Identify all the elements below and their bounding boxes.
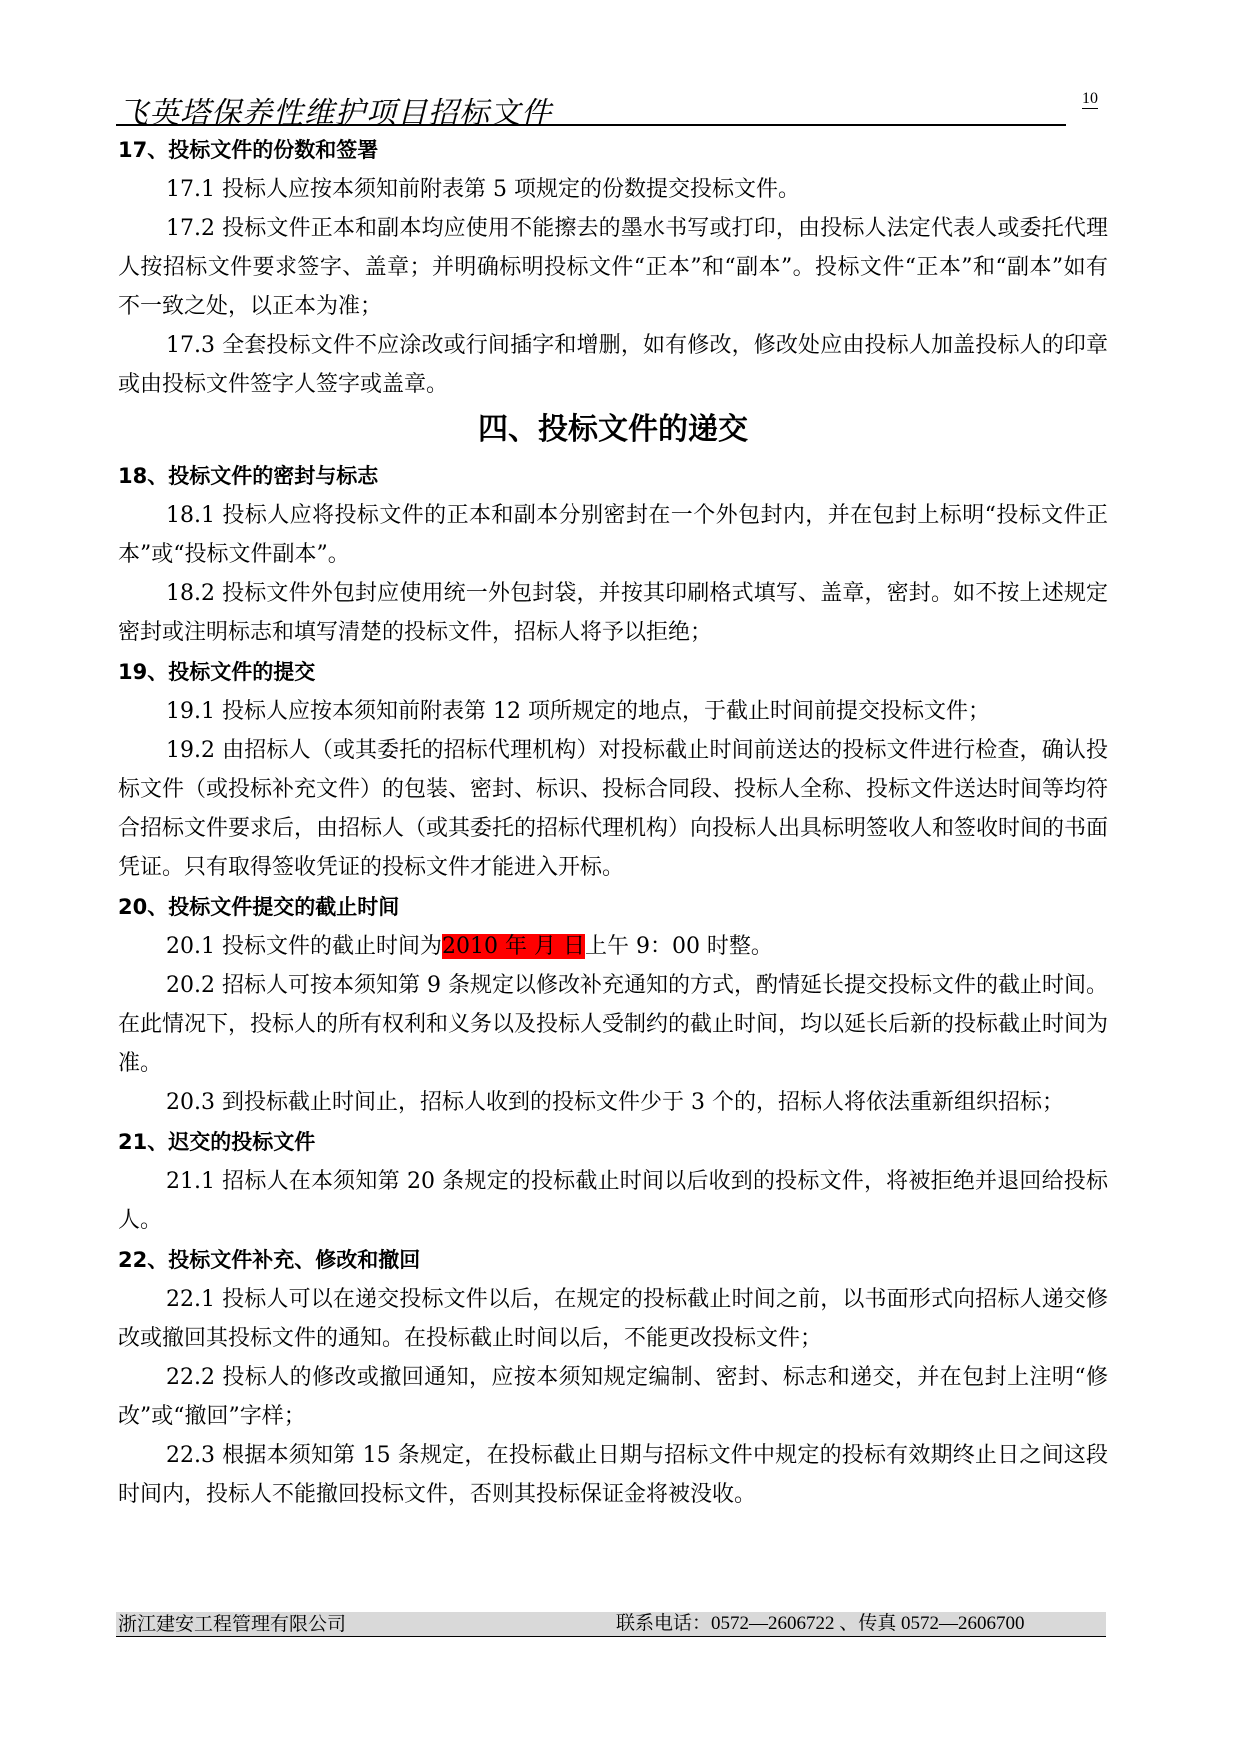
footer-company: 浙江建安工程管理有限公司 [118, 1613, 347, 1635]
paragraph-18-2 [118, 574, 1108, 652]
paragraph-17-3 [118, 326, 1108, 404]
paragraph-21-1-text: 21.1 招标人在本须知第 20 条规定的投标截止时间以后收到的投标文件，将被拒绝并退回给投标人。 [118, 1169, 1108, 1233]
page-footer [116, 1612, 1106, 1637]
paragraph-22-1-text: 22.1 投标人可以在递交投标文件以后，在规定的投标截止时间之前，以书面形式向招标人递交修改或撤回其投标文件的通知。在投标截止时间以后，不能更改投标文件； [118, 1287, 1108, 1351]
section-22-heading: 22、投标文件补充、修改和撤回 [118, 1248, 421, 1272]
paragraph-22-1 [118, 1280, 1108, 1358]
header-title: 飞英塔保养性维护项目招标文件 [118, 96, 552, 131]
paragraph-19-2-text: 19.2 由招标人（或其委托的招标代理机构）对投标截止时间前送达的投标文件进行检查，确认投标文件（或投标补充文件）的包装、密封、标识、投标合同段、投标人全称、投标文件送达时间等均符合招标文件要求后，由招标人（或其委托的招标代理机构）向投标人出具标明签收人和签收时间的书面凭证。只有取得签收凭证的投标文件才能进入开标。 [118, 738, 1109, 880]
paragraph-19-1-text: 19.1 投标人应按本须知前附表第 12 项所规定的地点，于截止时间前提交投标文件； [166, 699, 990, 724]
paragraph-22-3 [118, 1436, 1108, 1514]
paragraph-21-1 [118, 1162, 1108, 1240]
paragraph-20-1 [118, 927, 1108, 966]
section-4-title: 四、投标文件的递交 [478, 412, 748, 447]
paragraph-18-1 [118, 496, 1108, 574]
header-rule [116, 124, 1066, 126]
paragraph-20-3 [118, 1083, 1108, 1122]
deadline-suffix: 上午 9：00 时整。 [584, 934, 773, 959]
footer-contact: 联系电话：0572—2606722 、传真 0572—2606700 [616, 1613, 1025, 1634]
paragraph-17-2 [118, 209, 1108, 326]
paragraph-22-3-text: 22.3 根据本须知第 15 条规定，在投标截止日期与招标文件中规定的投标有效期终止日之间这段时间内，投标人不能撤回投标文件，否则其投标保证金将被没收。 [118, 1443, 1108, 1507]
section-18-heading: 18、投标文件的密封与标志 [118, 464, 379, 488]
paragraph-19-1 [118, 692, 1108, 731]
section-19-heading: 19、投标文件的提交 [118, 660, 316, 684]
paragraph-17-1 [118, 170, 1108, 209]
deadline-prefix: 20.1 投标文件的截止时间为 [166, 934, 442, 959]
section-21-heading: 21、迟交的投标文件 [118, 1130, 316, 1154]
paragraph-22-2-text: 22.2 投标人的修改或撤回通知，应按本须知规定编制、密封、标志和递交，并在包封上注明“修改”或“撤回”字样； [118, 1365, 1108, 1429]
page-number: 10 [1082, 90, 1098, 107]
paragraph-17-3-text: 17.3 全套投标文件不应涂改或行间插字和增删，如有修改，修改处应由投标人加盖投标人的印章或由投标文件签字人签字或盖章。 [118, 333, 1108, 397]
paragraph-18-1-text: 18.1 投标人应将投标文件的正本和副本分别密封在一个外包封内，并在包封上标明“投标文件正本”或“投标文件副本”。 [118, 503, 1108, 567]
paragraph-17-2-text: 17.2 投标文件正本和副本均应使用不能擦去的墨水书写或打印，由投标人法定代表人或委托代理人按招标文件要求签字、盖章；并明确标明投标文件“正本”和“副本”。投标文件“正本”和“副本”如有不一致之处，以正本为准； [118, 216, 1108, 319]
paragraph-17-1-text: 17.1 投标人应按本须知前附表第 5 项规定的份数提交投标文件。 [166, 177, 800, 202]
paragraph-22-2 [118, 1358, 1108, 1436]
paragraph-19-2 [118, 731, 1108, 887]
paragraph-18-2-text: 18.2 投标文件外包封应使用统一外包封袋，并按其印刷格式填写、盖章，密封。如不按上述规定密封或注明标志和填写清楚的投标文件，招标人将予以拒绝； [118, 581, 1108, 645]
paragraph-20-2-text: 20.2 招标人可按本须知第 9 条规定以修改补充通知的方式，酌情延长提交投标文件的截止时间。在此情况下，投标人的所有权利和义务以及投标人受制约的截止时间，均以延长后新的投标截止时间为准。 [118, 973, 1109, 1076]
section-17-heading: 17、投标文件的份数和签署 [118, 138, 379, 162]
deadline-date-highlight: 2010 年 月 日 [441, 934, 585, 959]
document-body [118, 130, 1108, 1514]
section-20-heading: 20、投标文件提交的截止时间 [118, 895, 400, 919]
paragraph-20-3-text: 20.3 到投标截止时间止，招标人收到的投标文件少于 3 个的，招标人将依法重新组织招标； [166, 1090, 1064, 1115]
paragraph-20-1-line [118, 927, 1108, 966]
paragraph-20-2 [118, 966, 1108, 1083]
